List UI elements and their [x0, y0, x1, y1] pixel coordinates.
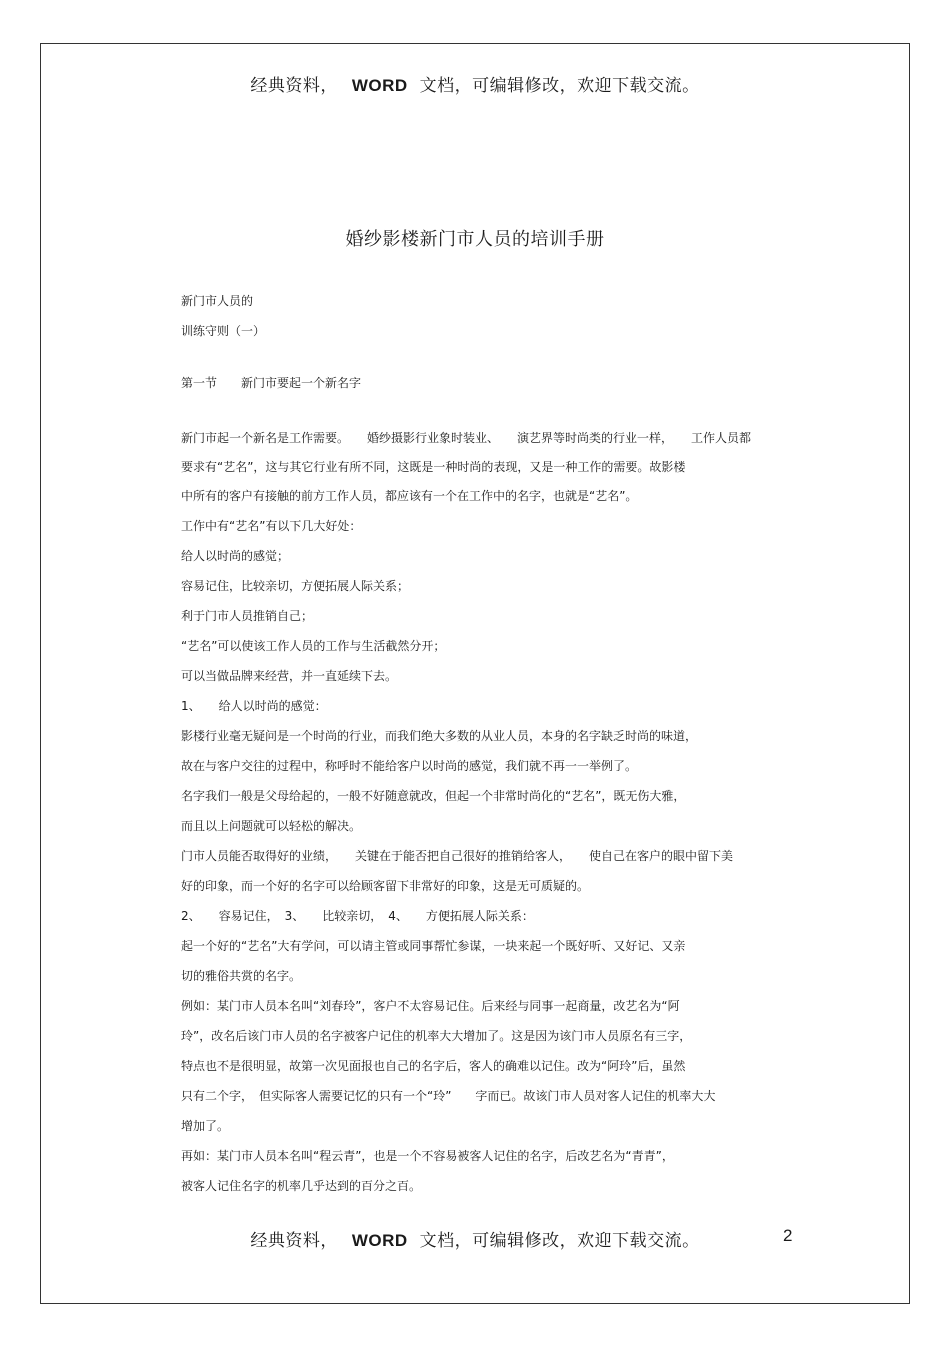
footer-banner	[0, 1226, 950, 1251]
body-line: 例如：某门市人员本名叫“刘春玲”，客户不太容易记住。后来经与同事一起商量，改艺名为“阿	[181, 999, 680, 1013]
body-line: 利于门市人员推销自己；	[181, 609, 314, 623]
body-line: 起一个好的“艺名”大有学问，可以请主管或同事帮忙参谋，一块来起一个既好听、又好记、又亲	[181, 939, 686, 953]
body-line: 新门市人员的	[181, 294, 254, 308]
body-line: 玲”，改名后该门市人员的名字被客户记住的机率大大增加了。这是因为该门市人员原名有三字，	[181, 1029, 692, 1043]
body-line: 门市人员能否取得好的业绩， 关键在于能否把自己很好的推销给客人， 使自己在客户的眼中留下美	[181, 849, 734, 863]
body-line: 增加了。	[181, 1119, 230, 1133]
body-line: 好的印象，而一个好的名字可以给顾客留下非常好的印象，这是无可质疑的。	[181, 879, 590, 893]
page-number: 2	[783, 1226, 793, 1245]
body-line: 再如：某门市人员本名叫“程云青”，也是一个不容易被客人记住的名字，后改艺名为“青青”，	[181, 1149, 674, 1163]
body-line: 2、 容易记住， 3、 比较亲切， 4、 方便拓展人际关系：	[181, 909, 534, 923]
document-title: 婚纱影楼新门市人员的培训手册	[345, 229, 605, 250]
body-line: 容易记住，比较亲切，方便拓展人际关系；	[181, 579, 410, 593]
body-line: 第一节 新门市要起一个新名字	[181, 376, 362, 390]
body-line: 名字我们一般是父母给起的，一般不好随意就改，但起一个非常时尚化的“艺名”，既无伤大雅，	[181, 789, 686, 803]
footer-pre: 经典资料，	[250, 1231, 338, 1251]
body-line: 可以当做品牌来经营，并一直延续下去。	[181, 669, 398, 683]
body-line: 工作中有“艺名”有以下几大好处：	[181, 519, 362, 533]
header-pre: 经典资料，	[250, 76, 338, 96]
header-post: 文档，可编辑修改，欢迎下载交流。	[419, 76, 700, 96]
body-line: 被客人记住名字的机率几乎达到的百分之百。	[181, 1179, 422, 1193]
body-line: 训练守则（一）	[181, 324, 266, 338]
body-line: 只有二个字， 但实际客人需要记忆的只有一个“玲” 字而已。故该门市人员对客人记住的机率大大	[181, 1089, 716, 1103]
header-banner	[0, 71, 950, 96]
body-line: 特点也不是很明显，故第一次见面报也自己的名字后，客人的确难以记住。改为“阿玲”后，虽然	[181, 1059, 686, 1073]
body-line: 1、 给人以时尚的感觉：	[181, 699, 327, 713]
body-line: 给人以时尚的感觉；	[181, 549, 290, 563]
footer-word: WORD	[351, 1231, 408, 1250]
body-line: 影楼行业毫无疑问是一个时尚的行业，而我们绝大多数的从业人员，本身的名字缺乏时尚的味道，	[181, 729, 698, 743]
body-line: 中所有的客户有接触的前方工作人员，都应该有一个在工作中的名字，也就是“艺名”。	[181, 489, 638, 503]
body-line: “艺名”可以使该工作人员的工作与生活截然分开；	[181, 639, 446, 653]
header-word: WORD	[351, 76, 408, 95]
body-line: 而且以上问题就可以轻松的解决。	[181, 819, 362, 833]
body-line: 新门市起一个新名是工作需要。 婚纱摄影行业象时装业、 演艺界等时尚类的行业一样， 工作人员都	[181, 431, 752, 445]
body-line: 故在与客户交往的过程中，称呼时不能给客户以时尚的感觉，我们就不再一一举例了。	[181, 759, 638, 773]
body-line: 切的雅俗共赏的名字。	[181, 969, 302, 983]
footer-post: 文档，可编辑修改，欢迎下载交流。	[419, 1231, 700, 1251]
body-line: 要求有“艺名”，这与其它行业有所不同，这既是一种时尚的表现，又是一种工作的需要。故影楼	[181, 460, 686, 474]
